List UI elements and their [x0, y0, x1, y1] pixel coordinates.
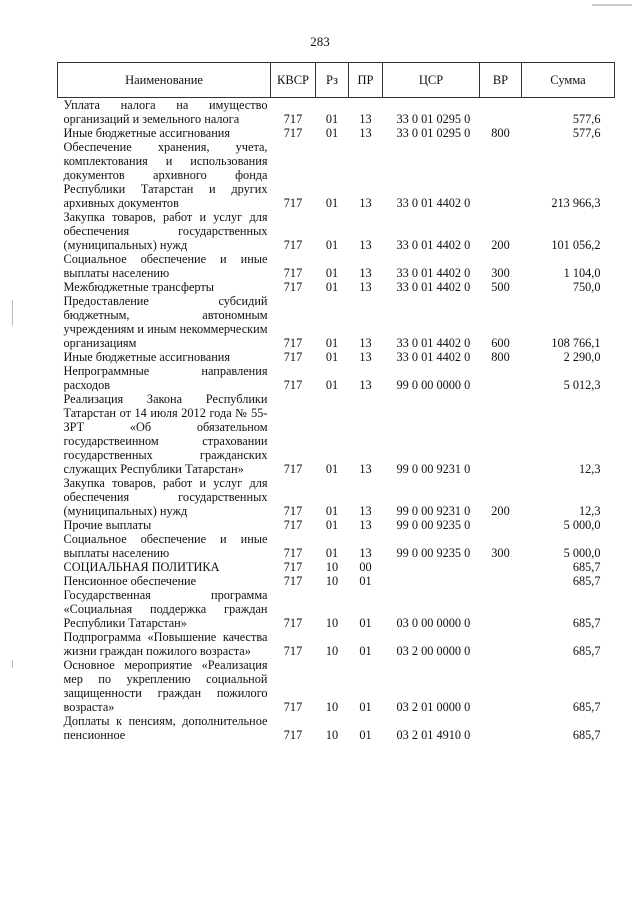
cell-sum: 12,3 [578, 504, 601, 518]
cell-pr: 00 [359, 560, 372, 574]
cell-csr: 33 0 01 4402 0 [396, 196, 471, 210]
cell-csr: 99 0 00 9231 0 [396, 504, 471, 518]
cell-name: Государственная программа «Социальная поддержка граждан Республики Татарстан» [63, 588, 268, 630]
cell-vr [480, 574, 522, 588]
cell-name: Закупка товаров, работ и услуг для обеспечения государственных (муниципальных) нужд [63, 476, 268, 518]
cell-pr: 13 [359, 196, 372, 210]
table-row [58, 714, 615, 742]
cell-kvsr: 717 [283, 238, 303, 252]
cell-kvsr: 717 [283, 126, 303, 140]
scan-artifact [592, 4, 632, 6]
cell-vr: 800 [491, 126, 510, 140]
cell-sum: 2 290,0 [563, 350, 601, 364]
cell-vr [480, 560, 522, 574]
table-row [58, 140, 615, 210]
cell-vr [480, 630, 522, 658]
cell-sum: 213 966,3 [551, 196, 601, 210]
cell-kvsr: 717 [283, 196, 303, 210]
cell-name: Иные бюджетные ассигнования [63, 126, 231, 140]
table-row [58, 126, 615, 140]
table-row [58, 252, 615, 280]
cell-sum: 5 000,0 [563, 518, 601, 532]
cell-pr: 13 [359, 126, 372, 140]
cell-sum: 101 056,2 [551, 238, 601, 252]
cell-vr [480, 714, 522, 742]
cell-kvsr: 717 [283, 700, 303, 714]
cell-sum: 685,7 [572, 560, 601, 574]
cell-pr: 01 [359, 700, 372, 714]
cell-csr: 33 0 01 4402 0 [396, 336, 471, 350]
cell-rz: 10 [325, 700, 339, 714]
cell-pr: 13 [359, 378, 372, 392]
cell-vr: 200 [491, 238, 510, 252]
cell-pr: 13 [359, 112, 372, 126]
cell-rz: 10 [325, 728, 339, 742]
budget-table [57, 62, 615, 742]
cell-sum: 750,0 [572, 280, 601, 294]
cell-csr: 33 0 01 4402 0 [396, 350, 471, 364]
cell-csr [383, 560, 480, 574]
cell-rz: 01 [325, 350, 339, 364]
cell-kvsr: 717 [283, 112, 303, 126]
cell-vr [480, 658, 522, 714]
cell-rz: 01 [325, 266, 339, 280]
cell-kvsr: 717 [283, 574, 303, 588]
cell-sum: 1 104,0 [563, 266, 601, 280]
column-header-csr: ЦСР [383, 63, 480, 98]
cell-rz: 01 [325, 196, 339, 210]
cell-rz: 10 [325, 560, 339, 574]
cell-name: Уплата налога на имущество организаций и земельного налога [63, 98, 268, 126]
cell-csr: 03 2 00 0000 0 [396, 644, 471, 658]
cell-kvsr: 717 [283, 266, 303, 280]
cell-kvsr: 717 [283, 616, 303, 630]
column-header-pr: ПР [349, 63, 383, 98]
cell-rz: 01 [325, 378, 339, 392]
cell-rz: 01 [325, 336, 339, 350]
cell-kvsr: 717 [283, 336, 303, 350]
cell-csr: 33 0 01 0295 0 [396, 126, 471, 140]
cell-csr: 03 2 01 4910 0 [396, 728, 471, 742]
cell-csr: 33 0 01 4402 0 [396, 280, 471, 294]
cell-sum: 12,3 [578, 462, 601, 476]
cell-sum: 577,6 [572, 112, 601, 126]
cell-sum: 685,7 [572, 616, 601, 630]
table-body [58, 98, 615, 743]
cell-vr [480, 588, 522, 630]
cell-pr: 01 [359, 574, 372, 588]
cell-csr: 99 0 00 9235 0 [396, 546, 471, 560]
column-header-vr: ВР [480, 63, 522, 98]
cell-pr: 13 [359, 280, 372, 294]
cell-name: Основное мероприятие «Реализация мер по укреплению социальной защищенности граждан пожилого возраста» [63, 658, 268, 714]
table-row [58, 560, 615, 574]
cell-rz: 10 [325, 616, 339, 630]
cell-vr: 600 [491, 336, 510, 350]
cell-vr: 500 [491, 280, 510, 294]
table-row [58, 350, 615, 364]
cell-pr: 13 [359, 266, 372, 280]
cell-rz: 10 [325, 574, 339, 588]
cell-rz: 01 [325, 238, 339, 252]
cell-name: СОЦИАЛЬНАЯ ПОЛИТИКА [63, 560, 220, 574]
cell-name: Обеспечение хранения, учета, комплектования и использования документов архивного фонда Республики Татарстан и других архивных документов [63, 140, 268, 210]
cell-name: Закупка товаров, работ и услуг для обеспечения государственных (муниципальных) нужд [63, 210, 268, 252]
cell-sum: 577,6 [572, 126, 601, 140]
table-row [58, 658, 615, 714]
cell-kvsr: 717 [283, 280, 303, 294]
cell-kvsr: 717 [283, 350, 303, 364]
column-header-sum: Сумма [522, 63, 615, 98]
table-row [58, 294, 615, 350]
cell-sum: 108 766,1 [551, 336, 601, 350]
cell-name: Подпрограмма «Повышение качества жизни граждан пожилого возраста» [63, 630, 268, 658]
cell-rz: 01 [325, 280, 339, 294]
cell-vr [480, 140, 522, 210]
cell-kvsr: 717 [283, 644, 303, 658]
cell-rz: 01 [325, 462, 339, 476]
table-row [58, 364, 615, 392]
cell-name: Прочие выплаты [63, 518, 152, 532]
cell-name: Межбюджетные трансферты [63, 280, 215, 294]
cell-pr: 13 [359, 462, 372, 476]
cell-vr [480, 518, 522, 532]
cell-csr: 33 0 01 4402 0 [396, 266, 471, 280]
cell-rz: 01 [325, 518, 339, 532]
cell-kvsr: 717 [283, 728, 303, 742]
cell-kvsr: 717 [283, 518, 303, 532]
cell-rz: 01 [325, 546, 339, 560]
cell-sum: 685,7 [572, 728, 601, 742]
column-header-rz: Рз [316, 63, 349, 98]
cell-kvsr: 717 [283, 546, 303, 560]
cell-pr: 01 [359, 616, 372, 630]
cell-sum: 685,7 [572, 700, 601, 714]
cell-pr: 01 [359, 644, 372, 658]
table-row [58, 280, 615, 294]
scan-artifact [12, 660, 13, 668]
cell-pr: 13 [359, 238, 372, 252]
cell-csr: 99 0 00 9235 0 [396, 518, 471, 532]
cell-pr: 13 [359, 350, 372, 364]
table-row [58, 630, 615, 658]
cell-pr: 01 [359, 728, 372, 742]
cell-csr: 33 0 01 4402 0 [396, 238, 471, 252]
cell-csr: 33 0 01 0295 0 [396, 112, 471, 126]
scan-artifact [12, 300, 13, 326]
cell-kvsr: 717 [283, 378, 303, 392]
cell-kvsr: 717 [283, 462, 303, 476]
cell-name: Предоставление субсидий бюджетным, автономным учреждениям и иным некоммерческим организациям [63, 294, 268, 350]
cell-pr: 13 [359, 546, 372, 560]
cell-rz: 01 [325, 112, 339, 126]
table-row [58, 518, 615, 532]
cell-pr: 13 [359, 336, 372, 350]
cell-name: Социальное обеспечение и иные выплаты населению [63, 252, 268, 280]
table-row [58, 532, 615, 560]
cell-name: Социальное обеспечение и иные выплаты населению [63, 532, 268, 560]
table-header [58, 63, 615, 98]
cell-pr: 13 [359, 518, 372, 532]
cell-sum: 685,7 [572, 644, 601, 658]
table-row [58, 574, 615, 588]
cell-csr: 03 2 01 0000 0 [396, 700, 471, 714]
cell-csr: 99 0 00 9231 0 [396, 462, 471, 476]
cell-kvsr: 717 [283, 560, 303, 574]
cell-pr: 13 [359, 504, 372, 518]
cell-name: Доплаты к пенсиям, дополнительное пенсионное [63, 714, 268, 742]
column-header-kvsr: КВСР [271, 63, 316, 98]
cell-rz: 10 [325, 644, 339, 658]
cell-rz: 01 [325, 126, 339, 140]
table-row [58, 476, 615, 518]
cell-csr: 03 0 00 0000 0 [396, 616, 471, 630]
cell-vr: 200 [491, 504, 510, 518]
cell-name: Пенсионное обеспечение [63, 574, 197, 588]
table-row [58, 392, 615, 476]
cell-name: Непрограммные направления расходов [63, 364, 268, 392]
cell-vr [480, 98, 522, 127]
cell-sum: 5 000,0 [563, 546, 601, 560]
cell-kvsr: 717 [283, 504, 303, 518]
cell-vr [480, 364, 522, 392]
cell-csr: 99 0 00 0000 0 [396, 378, 471, 392]
cell-name: Иные бюджетные ассигнования [63, 350, 231, 364]
cell-vr [480, 392, 522, 476]
column-header-name: Наименование [58, 63, 271, 98]
table-row [58, 210, 615, 252]
cell-rz: 01 [325, 504, 339, 518]
cell-csr [383, 574, 480, 588]
table-row [58, 98, 615, 127]
table-row [58, 588, 615, 630]
cell-vr: 800 [491, 350, 510, 364]
cell-vr: 300 [491, 266, 510, 280]
cell-sum: 685,7 [572, 574, 601, 588]
cell-vr: 300 [491, 546, 510, 560]
page-number: 283 [310, 34, 330, 49]
cell-sum: 5 012,3 [563, 378, 601, 392]
cell-name: Реализация Закона Республики Татарстан от 14 июля 2012 года № 55-ЗРТ «Об обязательном государствеинном страховании государственных гражданских служащих Республики Татарстан» [63, 392, 268, 476]
